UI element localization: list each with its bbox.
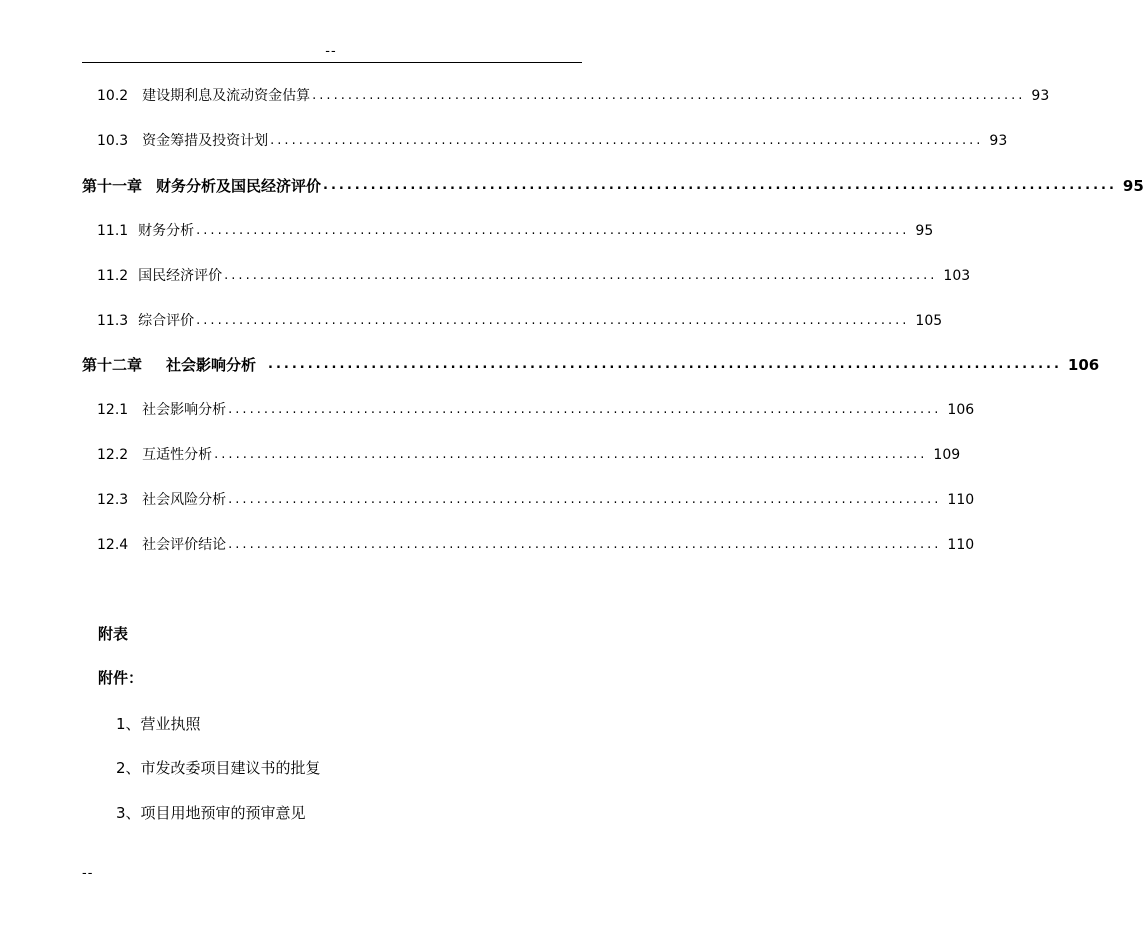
toc-chapter-title: 财务分析及国民经济评价 (156, 177, 322, 195)
toc-leader-dots: .................................................................................................... (196, 223, 910, 238)
toc-leader-dots: .................................................................................................... (228, 537, 942, 552)
toc-entry-number: 10.3 (97, 133, 129, 149)
toc-entry-title: 国民经济评价 (138, 268, 223, 284)
toc-entry[interactable] (0, 129, 1008, 151)
toc-leader-dots: .................................................................................................... (214, 447, 928, 462)
toc-entry[interactable] (0, 84, 1050, 106)
toc-leader-dots: .................................................................................................... (268, 357, 1062, 372)
toc-entry-number: 10.2 (97, 88, 129, 104)
toc-entry-number: 11.3 (97, 313, 129, 329)
toc-chapter-number: 第十二章 (82, 356, 143, 374)
toc-entry-title: 资金筹措及投资计划 (142, 133, 269, 149)
toc-entry-title: 社会影响分析 (142, 402, 227, 418)
attachment-item: 2、市发改委项目建议书的批复 (116, 759, 321, 777)
toc-chapter-title: 社会影响分析 (166, 356, 257, 374)
attachment-item: 1、营业执照 (116, 715, 201, 733)
toc-entry-page: 103 (943, 268, 971, 284)
toc-entry[interactable] (0, 443, 961, 465)
toc-entry[interactable] (0, 264, 971, 286)
toc-chapter-page: 106 (1067, 356, 1100, 374)
toc-entry-number: 12.4 (97, 537, 129, 553)
toc-entry-title: 建设期利息及流动资金估算 (142, 88, 311, 104)
toc-chapter-entry[interactable] (0, 174, 1144, 196)
toc-leader-dots: .................................................................................................... (312, 88, 1026, 103)
toc-entry-page: 93 (989, 133, 1008, 149)
toc-entry-page: 110 (947, 537, 975, 553)
toc-entry-number: 12.1 (97, 402, 129, 418)
toc-leader-dots: .................................................................................................... (228, 492, 942, 507)
toc-entry[interactable] (0, 488, 975, 510)
toc-leader-dots: .................................................................................................... (196, 313, 910, 328)
toc-entry-number: 12.3 (97, 492, 129, 508)
page-header-text: -- (325, 44, 337, 59)
toc-entry-page: 110 (947, 492, 975, 508)
page-footer-text: -- (82, 866, 94, 881)
toc-chapter-number: 第十一章 (82, 177, 143, 195)
attachment-item: 3、项目用地预审的预审意见 (116, 804, 306, 822)
toc-entry-page: 109 (933, 447, 961, 463)
toc-entry-page: 93 (1031, 88, 1050, 104)
toc-entry-title: 财务分析 (138, 223, 195, 239)
toc-entry-page: 95 (915, 223, 934, 239)
toc-leader-dots: .................................................................................................... (270, 133, 984, 148)
toc-entry-number: 11.2 (97, 268, 129, 284)
toc-entry-title: 社会评价结论 (142, 537, 227, 553)
toc-entry-number: 11.1 (97, 223, 129, 239)
attachments-heading: 附件： (98, 669, 144, 687)
toc-chapter-page: 95 (1122, 177, 1144, 195)
toc-entry-page: 105 (915, 313, 943, 329)
toc-entry-title: 综合评价 (138, 313, 195, 329)
toc-entry[interactable] (0, 219, 934, 241)
toc-chapter-entry[interactable] (0, 353, 1100, 375)
toc-leader-dots: .................................................................................................... (323, 178, 1117, 193)
header-rule (82, 62, 582, 63)
toc-entry-number: 12.2 (97, 447, 129, 463)
toc-leader-dots: .................................................................................................... (224, 268, 938, 283)
toc-leader-dots: .................................................................................................... (228, 402, 942, 417)
toc-entry-title: 互适性分析 (142, 447, 213, 463)
toc-entry[interactable] (0, 533, 975, 555)
toc-entry[interactable] (0, 398, 975, 420)
toc-entry-page: 106 (947, 402, 975, 418)
toc-entry[interactable] (0, 309, 943, 331)
toc-entry-title: 社会风险分析 (142, 492, 227, 508)
appendix-tables-heading: 附表 (98, 625, 129, 643)
